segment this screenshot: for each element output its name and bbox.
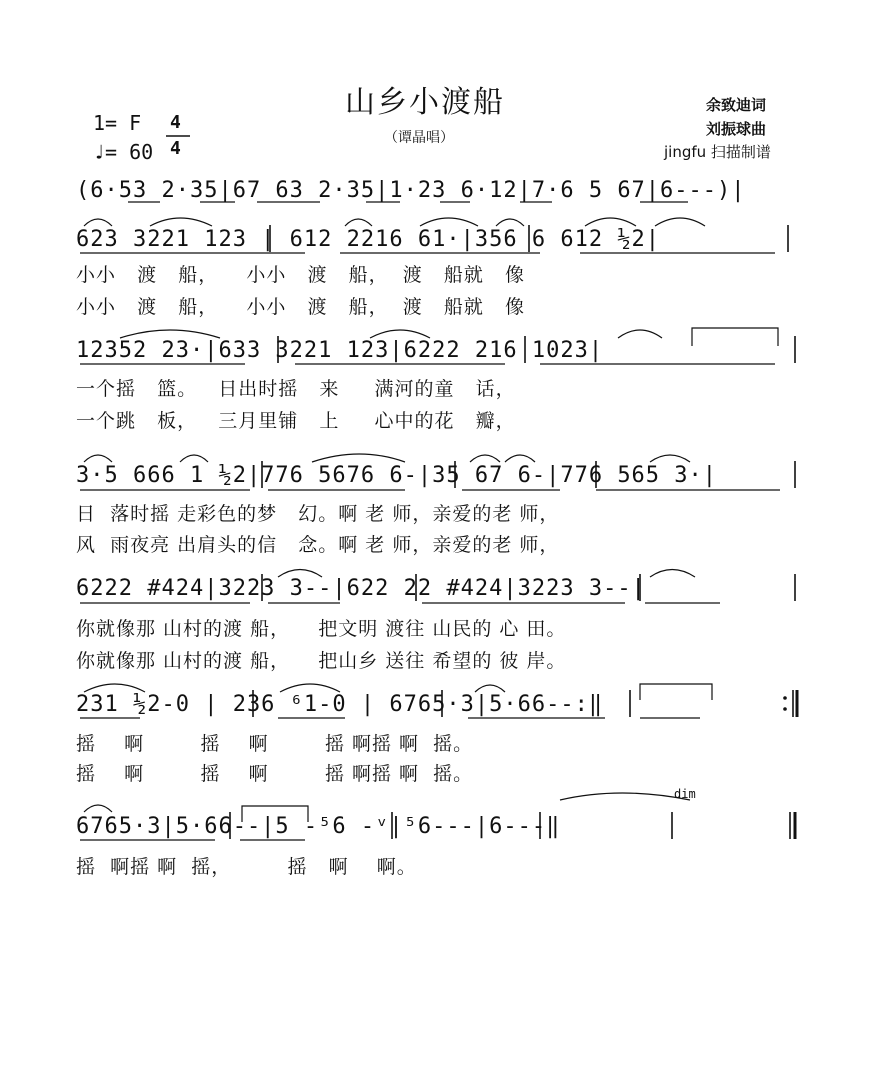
score-line-6: 6765·3|5·66--|5 -⁵6 -ᵛ|⁵6---|6---‖: [76, 814, 561, 839]
dim-marking: dim: [674, 787, 696, 801]
score-line-2: 12352 23·|633 3221 123|6222 216 1023|: [76, 338, 604, 363]
lyric-line-5a: 摇 啊 摇 啊 摇 啊摇 啊 摇。: [76, 733, 474, 755]
song-title: 山乡小渡船: [345, 85, 505, 120]
intro-line: (6·53 2·35|67 63 2·35|1·23 6·12|7·6 5 67|6---)|: [76, 178, 746, 203]
composer-credit: 刘振球曲: [706, 120, 767, 138]
lyric-line-5b: 摇 啊 摇 啊 摇 啊摇 啊 摇。: [76, 763, 474, 785]
score-line-5: 231 ½2-0 | 236 ⁶1-0 | 6765·3|5·66--:‖: [76, 692, 604, 717]
tempo-marking: ♩= 60: [93, 140, 154, 164]
lyric-line-4a: 你就像那 山村的渡 船， 把文明 渡往 山民的 心 田。: [76, 618, 567, 640]
score-line-1: 623 3221 123 | 612 2216 61·|356 6 612 ½2|: [76, 227, 661, 252]
lyric-line-4b: 你就像那 山村的渡 船， 把山乡 送往 希望的 彼 岸。: [76, 650, 567, 672]
time-signature-top: 4: [170, 112, 181, 133]
transcriber-credit: jingfu 扫描制谱: [664, 143, 771, 161]
lyric-line-2a: 一个摇 篮。 日出时摇 来 满河的童 话，: [76, 378, 516, 400]
lyric-line-2b: 一个跳 板， 三月里铺 上 心中的花 瓣，: [76, 410, 516, 432]
singer-note: （谭晶唱）: [384, 130, 454, 146]
lyric-line-3a: 日 落时摇 走彩色的梦 幻。啊 老 师，亲爱的老 师，: [76, 503, 560, 525]
lyric-line-1b: 小小 渡 船， 小小 渡 船， 渡 船就 像: [76, 296, 525, 318]
lyric-line-1a: 小小 渡 船， 小小 渡 船， 渡 船就 像: [76, 264, 525, 286]
score-line-4: 6222 #424|3223 3--|622 22 #424|3223 3--|: [76, 576, 646, 601]
score-line-3: 3·5 666 1 ½2|776 5676 6-|35 67 6-|776 565 3·|: [76, 463, 718, 488]
lyric-line-6: 摇 啊摇 啊 摇， 摇 啊 啊。: [76, 856, 417, 878]
lyric-line-3b: 风 雨夜亮 出肩头的信 念。啊 老 师，亲爱的老 师，: [76, 534, 560, 556]
key-signature: 1= F: [93, 111, 142, 135]
time-signature-bottom: 4: [170, 138, 181, 159]
lyricist-credit: 余致迪词: [706, 96, 767, 114]
